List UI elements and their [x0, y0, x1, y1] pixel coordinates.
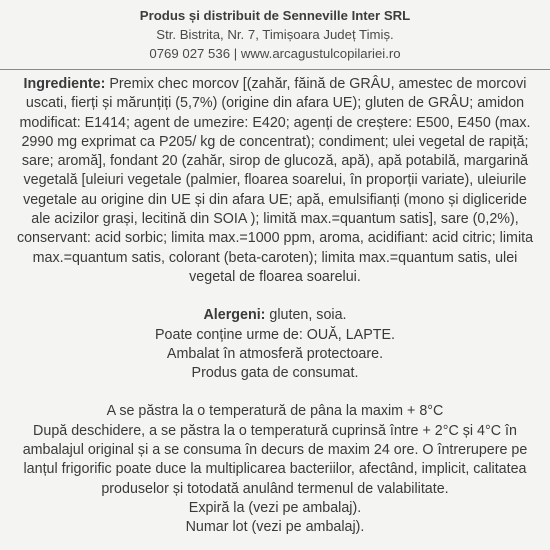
ingredients-section — [14, 75, 536, 287]
allergens-traces: Poate conține urme de: OUĂ, LAPTE. — [155, 326, 395, 343]
ingredients-text: Premix chec morcov [(zahăr, făină de GRÂU, amestec de morcovi uscati, fierți și mărunțiți (5,7%) (origine din afara UE); gluten de GRÂU; amidon modificat: E1414; agent de umezire: E420; agenți de creștere: E500, E450 (max. 2990 mg exprimat ca P205/ kg de concentrat); condiment; ulei vegetal de rapiță; sare; aromă], fondant 20 (zahăr, sirop de glucoză, apă), apă potabilă, margarină vegetală [uleiuri vegetale (palmier, floarea soarelui, în proporții variate), uleiurile vegetale au origine din UE și din afara UE; apă, emulsifianți (mono și digliceride ale acizilor grași, lecitină din SOIA ); limită max.=quantum satis], sare (0,2%), conservant: acid sorbic; limita max.=1000 ppm, aroma, acidifiant: acid citric; limita max.=quantum satis, colorant (beta-caroten); limita max.=quantum satis, ulei vegetal de floarea soarelui. — [16, 76, 534, 285]
allergens-list: gluten, soia. — [265, 307, 347, 324]
section-divider — [0, 69, 550, 70]
manufacturer-address: Str. Bistrita, Nr. 7, Timișoara Județ Timiș. — [156, 27, 394, 42]
ingredients-heading: Ingrediente: — [23, 76, 106, 92]
expiry-info: Expiră la (vezi pe ambalaj). — [188, 499, 362, 516]
lot-number-info: Numar lot (vezi pe ambalaj). — [185, 519, 365, 536]
storage-section — [14, 402, 536, 537]
storage-temperature: A se păstra la o temperatură de pâna la maxim + 8°C — [106, 403, 444, 420]
allergens-section — [14, 306, 536, 383]
allergens-line — [14, 306, 536, 325]
packaging-info: Ambalat în atmosferă protectoare. — [166, 345, 384, 362]
manufacturer-contact: 0769 027 536 | www.arcagustulcopilariei.ro — [149, 46, 401, 61]
ready-to-eat-info: Produs gata de consumat. — [191, 365, 359, 382]
manufacturer-info — [14, 6, 536, 63]
allergens-heading: Alergeni: — [203, 307, 266, 324]
storage-after-opening: După deschidere, a se păstra la o temperatură cuprinsă între + 2°C și 4°C în ambalajul original și a se consuma în decurs de maxim 24 ore. O întrerupere pe lanțul frigorific poate duce la multiplicarea bacteriilor, afectând, implicit, calitatea produselor și totodată anulând termenul de valabilitate. — [22, 422, 528, 497]
manufacturer-title: Produs și distribuit de Senneville Inter SRL — [139, 8, 411, 23]
